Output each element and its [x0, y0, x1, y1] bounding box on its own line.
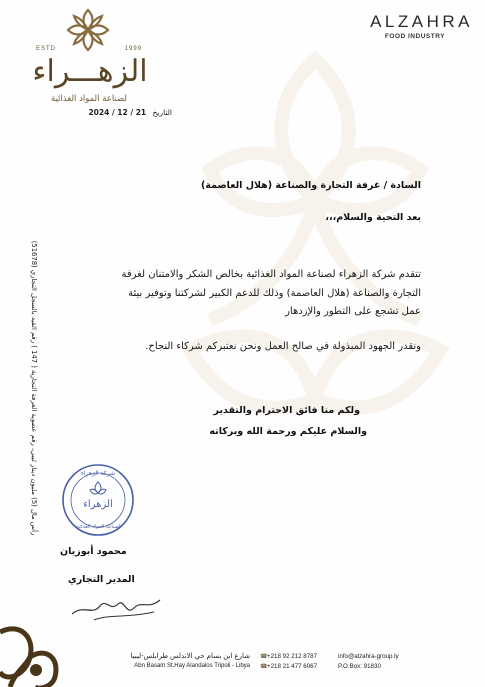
footer-po-box: P.O.Box: 91830 — [338, 663, 381, 670]
stamp-bottom-text: لصناعة المواد الغذائية — [75, 524, 121, 530]
footer — [88, 650, 478, 680]
stamp-center-text: الزهراء — [83, 499, 113, 510]
logo-estd-label: ESTD — [36, 46, 57, 52]
company-logo — [14, 6, 164, 116]
brand-tagline: FOOD INDUSTRY — [384, 33, 445, 40]
letter-paragraph-1: تتقدم شركة الزهراء لصناعة المواد الغذائية بخالص الشكر والامتنان لغرفة التجارة والصناعة (هلال العاصمة) وذلك للدعم الكبير لشركتنا وتوفير بيئة عمل تشجع على التطور والإزدهار — [121, 269, 421, 317]
footer-phone-1: +218 92 212 8787 — [267, 653, 318, 660]
logo-subtitle: لصناعة المواد الغذائية — [51, 94, 127, 104]
signatory-name: محمود أبوزيان — [60, 546, 127, 557]
footer-address-ar: شارع ابن بسام حي الاندلس طرابلس-ليبيا — [130, 653, 250, 660]
handwritten-signature-icon — [64, 586, 174, 626]
footer-address — [100, 652, 250, 669]
registration-info: رأس مال (5) مليون دينار ليبي، رقم عضوية الغرفة التجارية ( 147 ) رقم القيد بالسجل التجاري (51678) — [30, 240, 38, 536]
watermark-flourish-icon — [150, 20, 480, 440]
logo-estd-year: 1999 — [124, 46, 142, 52]
footer-contact — [338, 652, 399, 672]
closing-line: ولكم منا فائق الاحترام والتقدير — [213, 405, 360, 416]
brand-header — [370, 12, 473, 40]
company-stamp — [60, 462, 136, 538]
footer-phone-2: +218 21 477 6067 — [267, 663, 318, 670]
stamp-top-text: شركة الزهراء — [80, 470, 116, 477]
phone-icon: ☎ — [260, 663, 268, 670]
signatory-title: المدير التجاري — [68, 574, 135, 585]
footer-phones — [260, 652, 317, 672]
blessing-line: والسلام عليكم ورحمة الله وبركاته — [209, 426, 367, 437]
greeting-line: بعد التحية والسلام،،، — [325, 212, 421, 223]
corner-ornament-icon — [0, 612, 80, 687]
footer-address-en: Abn Basam St.Hay Alandalos Tripoli - Libya — [134, 663, 250, 669]
letter-paragraph-2: ونقدر الجهود المبذولة في صالح العمل ونحن نعتبركم شركاء النجاح. — [145, 341, 421, 352]
date-label: التاريخ — [152, 108, 172, 117]
logo-arabic-name: الزهـــراء — [32, 54, 148, 89]
addressee-line: السادة / غرفة التجارة والصناعة (هلال العاصمة) — [200, 180, 421, 191]
logo-established — [36, 46, 142, 52]
phone-icon: ☎ — [260, 653, 268, 660]
brand-name: ALZAHRA — [370, 12, 473, 31]
registration-side-text — [28, 178, 44, 598]
footer-email: info@alzahra-group.ly — [338, 653, 399, 660]
date-value: 2024 / 12 / 21 — [88, 108, 147, 117]
letter-date — [62, 108, 172, 117]
